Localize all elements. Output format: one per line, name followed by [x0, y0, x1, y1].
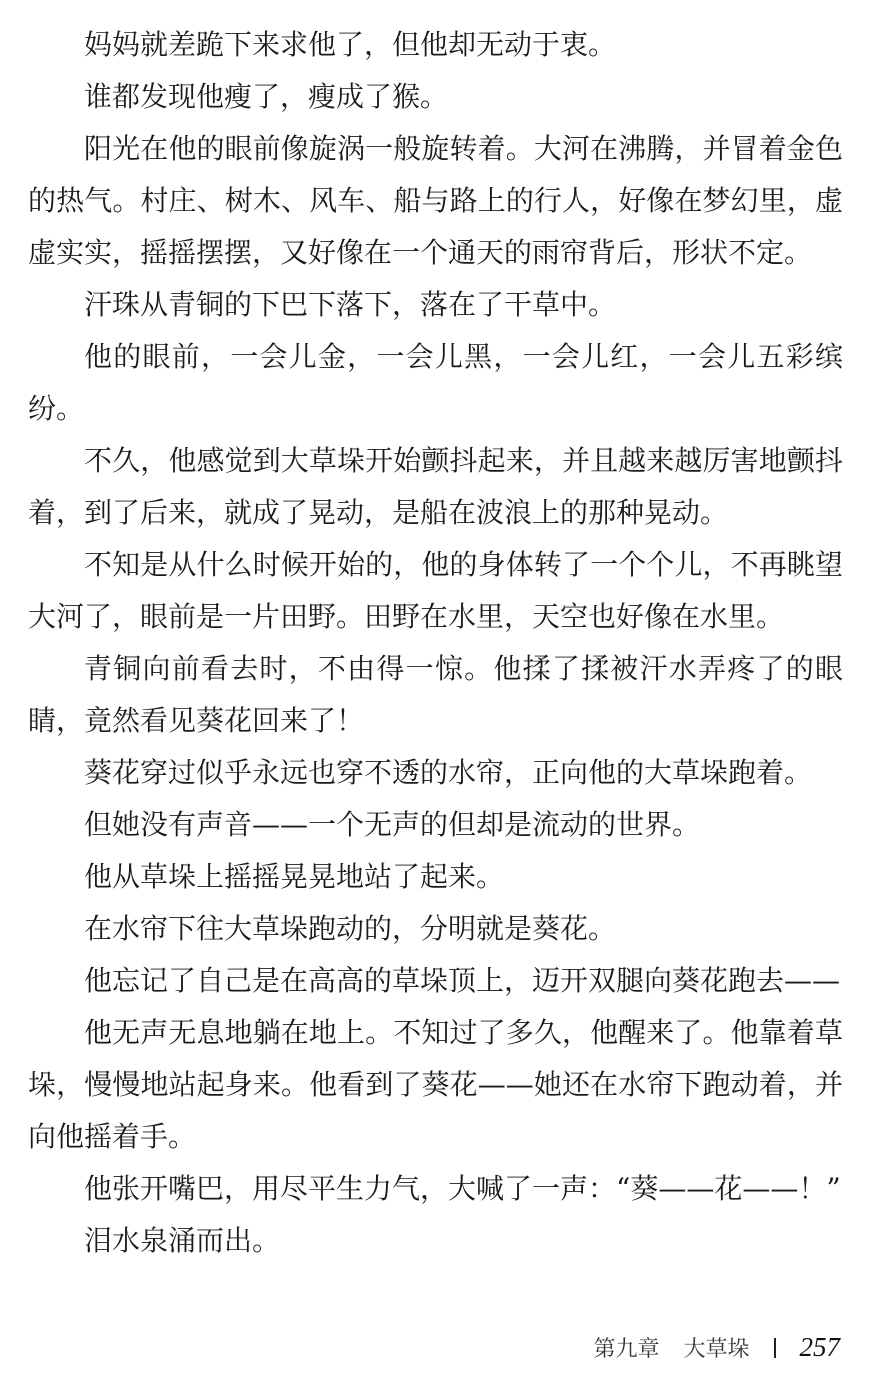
paragraph: 葵花穿过似乎永远也穿不透的水帘，正向他的大草垛跑着。: [84, 756, 813, 789]
paragraph: 不久，他感觉到大草垛开始颤抖起来，并且越来越厉害地颤抖着，到了后来，就成了晃动，是船在波浪上的那种晃动。: [28, 444, 843, 529]
paragraph: 但她没有声音——一个无声的但却是流动的世界。: [84, 808, 701, 841]
footer-divider: [774, 1338, 776, 1358]
body-text: [28, 19, 843, 1267]
chapter-title: 大草垛: [683, 1337, 750, 1362]
chapter-label: 第九章: [593, 1337, 660, 1362]
paragraph: 泪水泉涌而出。: [84, 1224, 281, 1257]
paragraph: 他从草垛上摇摇晃晃地站了起来。: [84, 860, 505, 893]
paragraph: 他的眼前，一会儿金，一会儿黑，一会儿红，一会儿五彩缤纷。: [28, 340, 843, 425]
paragraph: 他忘记了自己是在高高的草垛顶上，迈开双腿向葵花跑去——: [84, 964, 841, 997]
page-number: 257: [799, 1332, 840, 1362]
page-footer: [593, 1332, 840, 1363]
paragraph: 阳光在他的眼前像旋涡一般旋转着。大河在沸腾，并冒着金色的热气。村庄、树木、风车、船与路上的行人，好像在梦幻里，虚虚实实，摇摇摆摆，又好像在一个通天的雨帘背后，形状不定。: [28, 132, 843, 269]
paragraph: 在水帘下往大草垛跑动的，分明就是葵花。: [84, 912, 617, 945]
paragraph: 他张开嘴巴，用尽平生力气，大喊了一声：“葵——花——！”: [84, 1172, 841, 1205]
paragraph: 青铜向前看去时，不由得一惊。他揉了揉被汗水弄疼了的眼睛，竟然看见葵花回来了！: [28, 652, 843, 737]
paragraph: 汗珠从青铜的下巴下落下，落在了干草中。: [84, 288, 617, 321]
paragraph: 不知是从什么时候开始的，他的身体转了一个个儿，不再眺望大河了，眼前是一片田野。田野在水里，天空也好像在水里。: [28, 548, 843, 633]
paragraph: 谁都发现他瘦了，瘦成了猴。: [84, 80, 449, 113]
paragraph: 他无声无息地躺在地上。不知过了多久，他醒来了。他靠着草垛，慢慢地站起身来。他看到了葵花——她还在水帘下跑动着，并向他摇着手。: [28, 1016, 843, 1153]
paragraph: 妈妈就差跪下来求他了，但他却无动于衷。: [84, 28, 617, 61]
